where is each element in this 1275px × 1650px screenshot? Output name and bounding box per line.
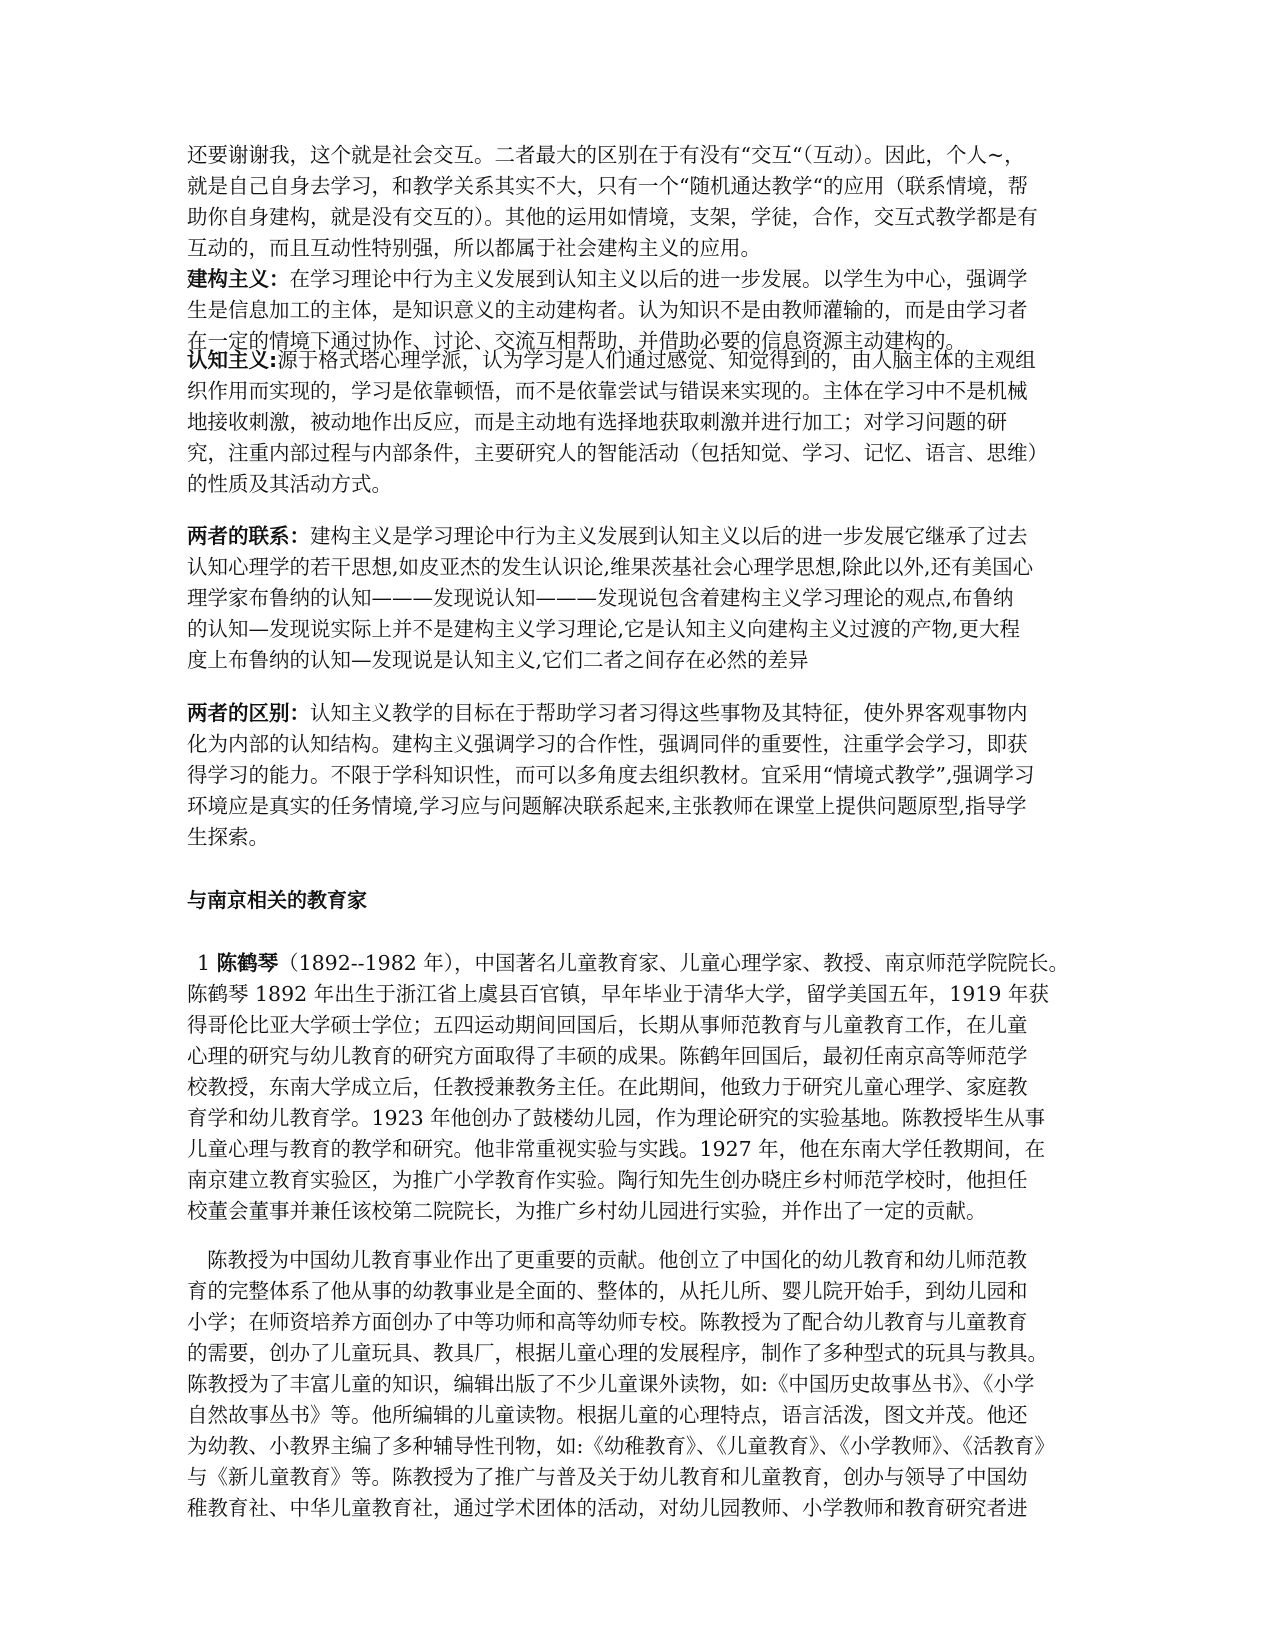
text-line: 稚教育社、中华儿童教育社，通过学术团体的活动，对幼儿园教师、小学教师和教育研究者进 [187,1496,1028,1520]
text-line: 陈教授为中国幼儿教育事业作出了更重要的贡献。他创立了中国化的幼儿教育和幼儿师范教 [207,1248,1027,1272]
text-line [187,264,1028,294]
text-line: 认知心理学的若干思想,如皮亚杰的发生认识论,维果茨基社会心理学思想,除此以外,还有美国心 [187,555,1034,579]
item-number: 1 [197,951,211,975]
chen-intro: （1892--1982 年），中国著名儿童教育家、儿童心理学家、教授、南京师范学院院长。 [278,951,1070,975]
text-line: 校董会董事并兼任该校第二院院长，为推广乡村幼儿园进行实验，并作出了一定的贡献。 [187,1199,987,1223]
text-line: 校教授，东南大学成立后，任教授兼教务主任。在此期间，他致力于研究儿童心理学、家庭教 [187,1075,1028,1099]
text-line [187,698,1028,728]
text-line: 为幼教、小教界主编了多种辅导性刊物，如:《幼稚教育》、《儿童教育》、《小学教师》、《活教育》 [187,1434,1055,1458]
text-line: 儿童心理与教育的教学和研究。他非常重视实验与实践。1927 年，他在东南大学任教期间，在 [187,1137,1046,1161]
text-line: 助你自身建构，就是没有交互的）。其他的运用如情境，支架，学徒，合作，交互式教学都是有 [187,205,1038,229]
text-line: 度上布鲁纳的认知—发现说是认知主义,它们二者之间存在必然的差异 [187,648,809,672]
text-line [187,345,1036,375]
text-line: 生探索。 [187,825,269,849]
text-line: 心理的研究与幼儿教育的研究方面取得了丰硕的成果。陈鹤年回国后，最初任南京高等师范学 [187,1044,1028,1068]
text-line: 陈教授为了丰富儿童的知识，编辑出版了不少儿童课外读物，如:《中国历史故事丛书》、《小学 [187,1372,1035,1396]
difference-term: 两者的区别： [187,701,310,725]
constructivism-term: 建构主义： [187,267,290,291]
text-line: 就是自己自身去学习，和教学关系其实不大，只有一个“随机通达教学“的应用（联系情境，帮 [187,174,1028,198]
difference-text: 认知主义教学的目标在于帮助学习者习得这些事物及其特征，使外界客观事物内 [310,701,1028,725]
text-line: 织作用而实现的，学习是依靠顿悟，而不是依靠尝试与错误来实现的。主体在学习中不是机械 [187,379,1028,403]
text-line: 得哥伦比亚大学硕士学位；五四运动期间回国后，长期从事师范教育与儿童教育工作，在儿童 [187,1013,1028,1037]
text-line: 的性质及其活动方式。 [187,472,392,496]
relation-term: 两者的联系： [187,524,310,548]
text-line: 的需要，创办了儿童玩具、教具厂，根据儿童心理的发展程序，制作了多种型式的玩具与教具。 [187,1341,1048,1365]
text-line: 在一定的情境下通过协作、讨论、交流互相帮助，并借助必要的信息资源主动建构的。 [187,329,966,353]
text-line: 陈鹤琴 1892 年出生于浙江省上虞县百官镇，早年毕业于清华大学，留学美国五年，1919 年获 [187,982,1049,1006]
text-line: 地接收刺激，被动地作出反应，而是主动地有选择地获取刺激并进行加工；对学习问题的研 [187,410,1007,434]
person-name: 陈鹤琴 [216,951,279,975]
section-title: 与南京相关的教育家 [187,888,367,912]
text-line: 生是信息加工的主体，是知识意义的主动建构者。认为知识不是由教师灌输的，而是由学习者 [187,298,1028,322]
text-line: 育的完整体系了他从事的幼教事业是全面的、整体的，从托儿所、婴儿院开始手，到幼儿园和 [187,1279,1028,1303]
text-line: 互动的，而且互动性特别强，所以都属于社会建构主义的应用。 [187,236,761,260]
text-line: 南京建立教育实验区，为推广小学教育作实验。陶行知先生创办晓庄乡村师范学校时，他担任 [187,1168,1028,1192]
cognitivism-term: 认知主义: [187,348,278,372]
text-line [187,521,1028,551]
text-line: 环境应是真实的任务情境,学习应与问题解决联系起来,主张教师在课堂上提供问题原型,指导学 [187,794,1027,818]
relation-text: 建构主义是学习理论中行为主义发展到认知主义以后的进一步发展它继承了过去 [310,524,1028,548]
text-line: 理学家布鲁纳的认知———发现说认知———发现说包含着建构主义学习理论的观点,布鲁纳 [187,586,1014,610]
constructivism-definition: 在学习理论中行为主义发展到认知主义以后的进一步发展。以学生为中心，强调学 [289,267,1028,291]
text-line: 得学习的能力。不限于学科知识性，而可以多角度去组织教材。宜采用“情境式教学”,强调学习 [187,763,1035,787]
text-line [187,948,1069,978]
text-line: 与《新儿童教育》等。陈教授为了推广与普及关于幼儿教育和儿童教育，创办与领导了中国幼 [187,1465,1028,1489]
text-line: 自然故事丛书》等。他所编辑的儿童读物。根据儿童的心理特点，语言活泼，图文并茂。他还 [187,1403,1028,1427]
text-line: 化为内部的认知结构。建构主义强调学习的合作性，强调同伴的重要性，注重学会学习，即获 [187,732,1028,756]
cognitivism-definition: 源于格式塔心理学派，认为学习是人们通过感觉、知觉得到的，由人脑主体的主观组 [277,348,1036,372]
text-line: 育学和幼儿教育学。1923 年他创办了鼓楼幼儿园，作为理论研究的实验基地。陈教授毕生从事 [187,1106,1046,1130]
text-line: 的认知—发现说实际上并不是建构主义学习理论,它是认知主义向建构主义过渡的产物,更大程 [187,617,1021,641]
text-line: 究，注重内部过程与内部条件，主要研究人的智能活动（包括知觉、学习、记忆、语言、思维） [187,441,1048,465]
text-line: 小学；在师资培养方面创办了中等功师和高等幼师专校。陈教授为了配合幼儿教育与儿童教育 [187,1310,1028,1334]
text-line: 还要谢谢我，这个就是社会交互。二者最大的区别在于有没有“交互“（互动）。因此，个人~， [187,143,1025,167]
